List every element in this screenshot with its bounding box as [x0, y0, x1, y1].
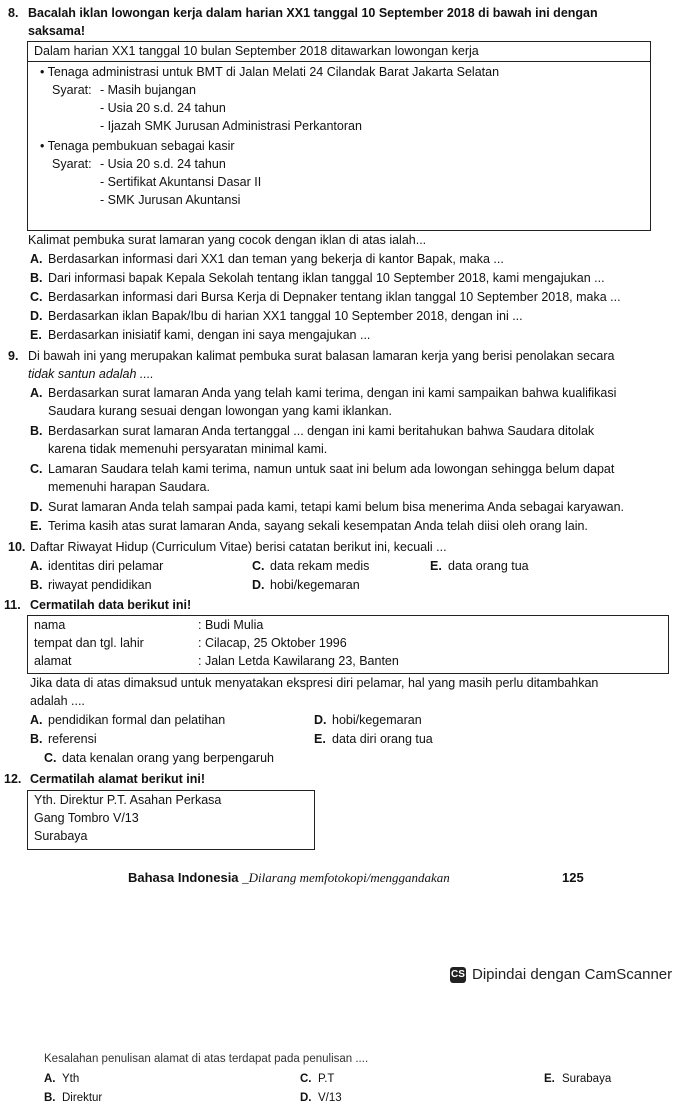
data-row-2-label: tempat dan tgl. lahir	[34, 636, 144, 650]
address-line-3: Surabaya	[34, 829, 88, 843]
next-option-c	[300, 1072, 334, 1086]
ad-job1-syarat-label: Syarat:	[52, 83, 92, 97]
q10-option-d-letter: D.	[252, 578, 265, 592]
q10-stem: Daftar Riwayat Hidup (Curriculum Vitae) berisi catatan berikut ini, kecuali ...	[30, 540, 447, 554]
q12-number: 12.	[4, 772, 22, 786]
q10-number: 10.	[8, 540, 26, 554]
next-option-d	[300, 1091, 342, 1105]
q11-number: 11.	[4, 598, 21, 612]
next-option-c-letter: C.	[300, 1073, 312, 1085]
q9-option-b-line1: Berdasarkan surat lamaran Anda tertanggal ... dengan ini kami beritahukan bahwa Saudara ditolak	[48, 424, 595, 438]
next-option-a-letter: A.	[44, 1073, 56, 1085]
address-box	[27, 790, 315, 850]
next-question-stem: Kesalahan penulisan alamat di atas terdapat pada penulisan ....	[44, 1053, 369, 1065]
footer-note: _Dilarang memfotokopi/menggandakan	[242, 870, 450, 885]
q10-option-e-letter: E.	[430, 559, 442, 573]
q10-option-d	[252, 578, 360, 594]
data-row-2-value: : Cilacap, 25 Oktober 1996	[198, 636, 347, 650]
q10-option-a-text: identitas diri pelamar	[48, 559, 164, 573]
q8-option-b	[30, 271, 605, 287]
q11-option-b	[30, 732, 97, 748]
q11-question-line2: adalah ....	[30, 694, 85, 708]
camscanner-text: Dipindai dengan CamScanner	[472, 966, 673, 983]
ad-header: Dalam harian XX1 tanggal 10 bulan September 2018 ditawarkan lowongan kerja	[34, 44, 479, 58]
ad-job1-req-1: - Masih bujangan	[100, 83, 196, 97]
q11-stem: Cermatilah data berikut ini!	[30, 598, 192, 612]
q9-option-c-line1: Lamaran Saudara telah kami terima, namun untuk saat ini belum ada lowongan sehingga belum dapat	[48, 462, 615, 476]
next-option-a	[44, 1072, 79, 1086]
ad-job1: • Tenaga administrasi untuk BMT di Jalan Melati 24 Cilandak Barat Jakarta Selatan	[40, 65, 500, 79]
q10-option-e-text: data orang tua	[448, 559, 529, 573]
q8-option-e-text: Berdasarkan inisiatif kami, dengan ini saya mengajukan ...	[48, 328, 371, 342]
next-option-b	[44, 1091, 102, 1105]
data-box	[27, 615, 669, 674]
ad-job2-req-3: - SMK Jurusan Akuntansi	[100, 193, 241, 207]
q9-option-b-line2: karena tidak memenuhi persyaratan minimal kami.	[48, 442, 328, 456]
q11-option-a-letter: A.	[30, 713, 43, 727]
q8-option-e-letter: E.	[30, 328, 42, 342]
next-option-a-text: Yth	[62, 1073, 80, 1085]
q11-option-d-text: hobi/kegemaran	[332, 713, 422, 727]
ad-job1-req-3: - Ijazah SMK Jurusan Administrasi Perkantoran	[100, 119, 362, 133]
q12-stem: Cermatilah alamat berikut ini!	[30, 772, 206, 786]
q10-option-b-text: riwayat pendidikan	[48, 578, 152, 592]
q9-number: 9.	[8, 349, 19, 363]
q11-option-d	[314, 713, 422, 729]
q9-option-d	[30, 500, 624, 516]
q8-number: 8.	[8, 6, 19, 20]
next-option-e	[544, 1072, 611, 1086]
data-row-3-value: : Jalan Letda Kawilarang 23, Banten	[198, 654, 399, 668]
ad-job2-text: Tenaga pembukuan sebagai kasir	[47, 139, 235, 153]
footer-page-number: 125	[562, 870, 584, 885]
q10-option-c	[252, 559, 369, 575]
q8-option-b-text: Dari informasi bapak Kepala Sekolah tentang iklan tanggal 10 September 2018, kami mengajukan ...	[48, 271, 605, 285]
q11-option-e	[314, 732, 433, 748]
address-line-2: Gang Tombro V/13	[34, 811, 139, 825]
q9-option-c-line2: memenuhi harapan Saudara.	[48, 480, 210, 494]
data-row-1-label: nama	[34, 618, 66, 632]
ad-job2-req-1: - Usia 20 s.d. 24 tahun	[100, 157, 226, 171]
next-option-e-text: Surabaya	[562, 1073, 612, 1085]
footer-subject-line	[128, 870, 450, 886]
q8-option-c	[30, 290, 621, 306]
q8-option-d-letter: D.	[30, 309, 43, 323]
q8-option-e	[30, 328, 370, 344]
q9-stem-line1: Di bawah ini yang merupakan kalimat pembuka surat balasan lamaran kerja yang berisi penolakan secara	[28, 349, 615, 363]
data-row-1-value: : Budi Mulia	[198, 618, 264, 632]
ad-job2-req-2: - Sertifikat Akuntansi Dasar II	[100, 175, 262, 189]
q9-option-b	[30, 424, 594, 440]
q10-option-d-text: hobi/kegemaran	[270, 578, 360, 592]
q9-option-a-line1: Berdasarkan surat lamaran Anda yang telah kami terima, dengan ini kami sampaikan bahwa kualifikasi	[48, 386, 617, 400]
q11-option-e-text: data diri orang tua	[332, 732, 433, 746]
q11-option-c-text: data kenalan orang yang berpengaruh	[62, 751, 274, 765]
address-line-1: Yth. Direktur P.T. Asahan Perkasa	[34, 793, 222, 807]
ad-divider	[28, 61, 650, 62]
q11-option-a-text: pendidikan formal dan pelatihan	[48, 713, 226, 727]
q10-option-c-letter: C.	[252, 559, 265, 573]
ad-job2: • Tenaga pembukuan sebagai kasir	[40, 139, 235, 153]
q11-option-e-letter: E.	[314, 732, 326, 746]
q8-option-d-text: Berdasarkan iklan Bapak/Ibu di harian XX1 tanggal 10 September 2018, dengan ini ...	[48, 309, 523, 323]
next-option-c-text: P.T	[318, 1073, 335, 1085]
next-option-d-letter: D.	[300, 1092, 312, 1104]
q8-prompt-line2: saksama!	[28, 24, 85, 38]
q9-option-a	[30, 386, 616, 402]
q8-stem: Kalimat pembuka surat lamaran yang cocok dengan iklan di atas ialah...	[28, 233, 427, 247]
q11-option-a	[30, 713, 225, 729]
q8-option-d	[30, 309, 523, 325]
q11-option-d-letter: D.	[314, 713, 327, 727]
q9-option-d-line1: Surat lamaran Anda telah sampai pada kami, tetapi kami belum bisa menerima Anda sebagai karyawan.	[48, 500, 625, 514]
q9-option-a-line2: Saudara kurang sesuai dengan lowongan yang kami iklankan.	[48, 404, 392, 418]
q9-option-d-letter: D.	[30, 500, 43, 514]
camscanner-logo-icon: CS	[450, 967, 466, 983]
q11-option-c-letter: C.	[44, 751, 57, 765]
ad-job1-req-2: - Usia 20 s.d. 24 tahun	[100, 101, 226, 115]
q9-option-e-line1: Terima kasih atas surat lamaran Anda, sayang sekali kesempatan Anda telah diisi oleh orang lain.	[48, 519, 588, 533]
q9-option-e	[30, 519, 588, 535]
q11-question-line1: Jika data di atas dimaksud untuk menyatakan ekspresi diri pelamar, hal yang masih perlu ditambahkan	[30, 676, 599, 690]
q11-option-b-text: referensi	[48, 732, 97, 746]
q11-option-b-letter: B.	[30, 732, 43, 746]
data-row-3-label: alamat	[34, 654, 72, 668]
next-option-b-letter: B.	[44, 1092, 56, 1104]
q9-option-b-letter: B.	[30, 424, 43, 438]
q9-option-c	[30, 462, 614, 478]
job-ad-box	[27, 41, 651, 231]
q10-option-b-letter: B.	[30, 578, 43, 592]
q10-option-a	[30, 559, 163, 575]
q10-option-a-letter: A.	[30, 559, 43, 573]
q8-option-b-letter: B.	[30, 271, 43, 285]
q10-option-c-text: data rekam medis	[270, 559, 370, 573]
q9-option-c-letter: C.	[30, 462, 43, 476]
footer-subject: Bahasa Indonesia	[128, 870, 239, 885]
next-option-e-letter: E.	[544, 1073, 555, 1085]
q8-option-a	[30, 252, 504, 268]
q9-option-e-letter: E.	[30, 519, 42, 533]
ad-job1-text: Tenaga administrasi untuk BMT di Jalan Melati 24 Cilandak Barat Jakarta Selatan	[47, 65, 500, 79]
q8-option-a-letter: A.	[30, 252, 43, 266]
ad-job2-syarat-label: Syarat:	[52, 157, 92, 171]
q9-option-a-letter: A.	[30, 386, 43, 400]
q8-option-c-text: Berdasarkan informasi dari Bursa Kerja di Depnaker tentang iklan tanggal 10 September 2018, maka ...	[48, 290, 621, 304]
q10-option-e	[430, 559, 529, 575]
q8-option-a-text: Berdasarkan informasi dari XX1 dan teman yang bekerja di kantor Bapak, maka ...	[48, 252, 504, 266]
q11-option-c	[44, 751, 274, 767]
q10-option-b	[30, 578, 152, 594]
next-option-d-text: V/13	[318, 1092, 342, 1104]
q9-stem-line2: tidak santun adalah ....	[28, 367, 154, 381]
next-option-b-text: Direktur	[62, 1092, 103, 1104]
q8-option-c-letter: C.	[30, 290, 43, 304]
q8-prompt-line1: Bacalah iklan lowongan kerja dalam harian XX1 tanggal 10 September 2018 di bawah ini dengan	[28, 6, 598, 20]
camscanner-watermark	[450, 966, 672, 985]
